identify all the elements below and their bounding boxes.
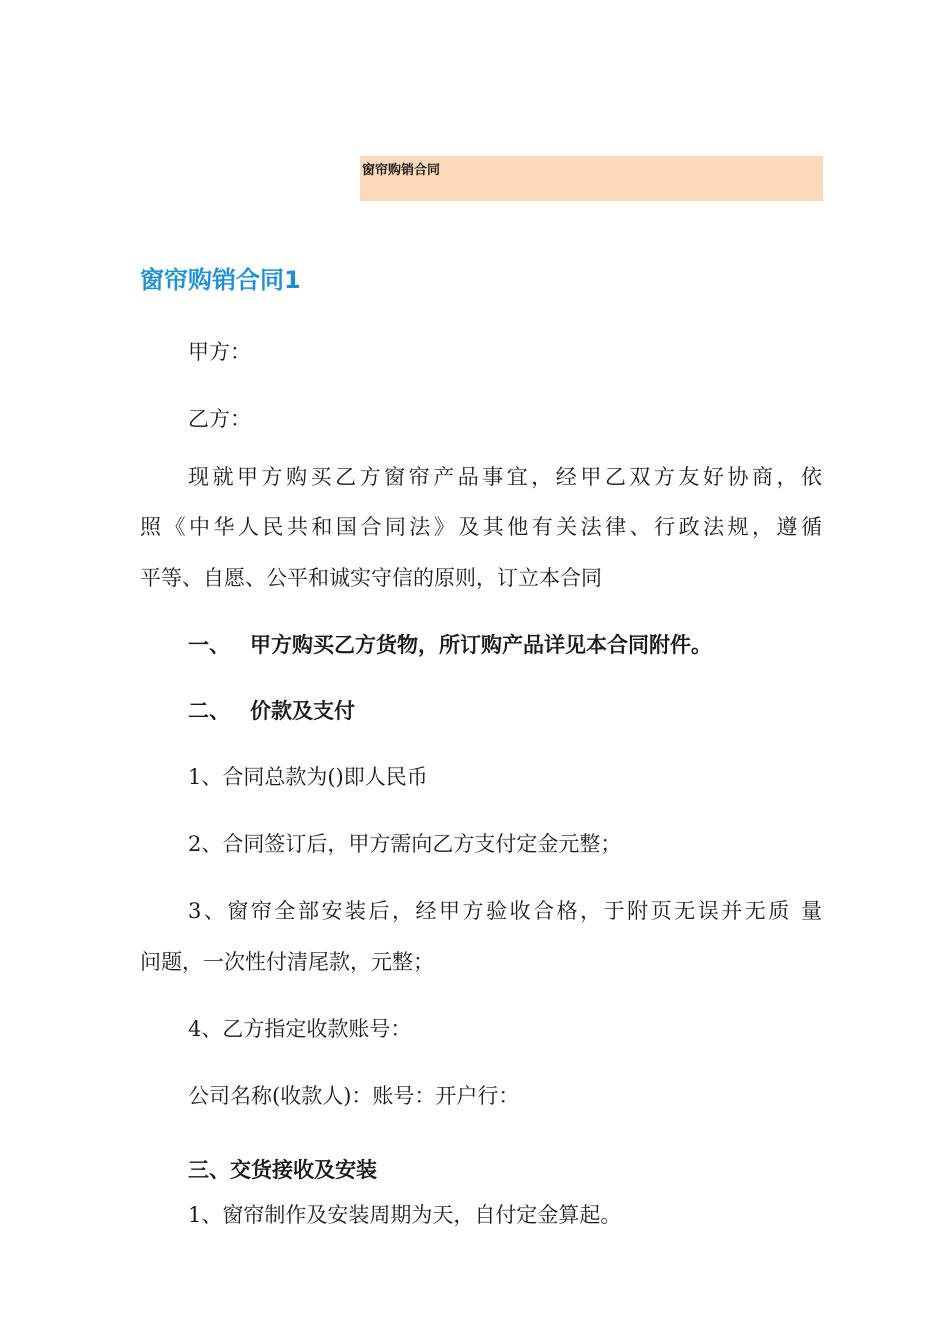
section-1-number: 一、 (188, 633, 230, 657)
header-banner (360, 156, 823, 201)
document-title: 窗帘购销合同1 (140, 266, 301, 294)
preamble-line-1: 现就甲方购买乙方窗帘产品事宜，经甲乙双方友好协商，依 (188, 465, 822, 489)
clause-2-2: 2、合同签订后，甲方需向乙方支付定金元整； (188, 832, 622, 856)
section-1-text: 甲方购买乙方货物，所订购产品详见本合同附件。 (250, 633, 712, 657)
preamble-line-2: 照《中华人民共和国合同法》及其他有关法律、行政法规，遵循 (140, 515, 822, 539)
section-2-number: 二、 (188, 699, 230, 723)
party-b-label: 乙方： (188, 407, 251, 431)
section-1-heading (188, 631, 712, 659)
section-3-heading: 三、交货接收及安装 (188, 1158, 377, 1182)
section-2-text: 价款及支付 (250, 699, 355, 723)
header-banner-text: 窗帘购销合同 (362, 163, 441, 178)
clause-2-3-line-2: 问题，一次性付清尾款，元整； (140, 950, 434, 974)
section-2-heading (188, 697, 355, 725)
clause-2-4: 4、乙方指定收款账号： (188, 1017, 412, 1041)
clause-2-3-line-1: 3、窗帘全部安装后，经甲方验收合格，于附页无误并无质 量 (188, 899, 822, 923)
party-a-label: 甲方： (188, 340, 251, 364)
preamble-line-3: 平等、自愿、公平和诚实守信的原则，订立本合同 (140, 566, 602, 590)
clause-3-1: 1、窗帘制作及安装周期为天，自付定金算起。 (188, 1203, 622, 1227)
clause-2-1: 1、合同总款为()即人民币 (188, 765, 428, 789)
account-info: 公司名称(收款人)：账号：开户行： (188, 1084, 520, 1108)
